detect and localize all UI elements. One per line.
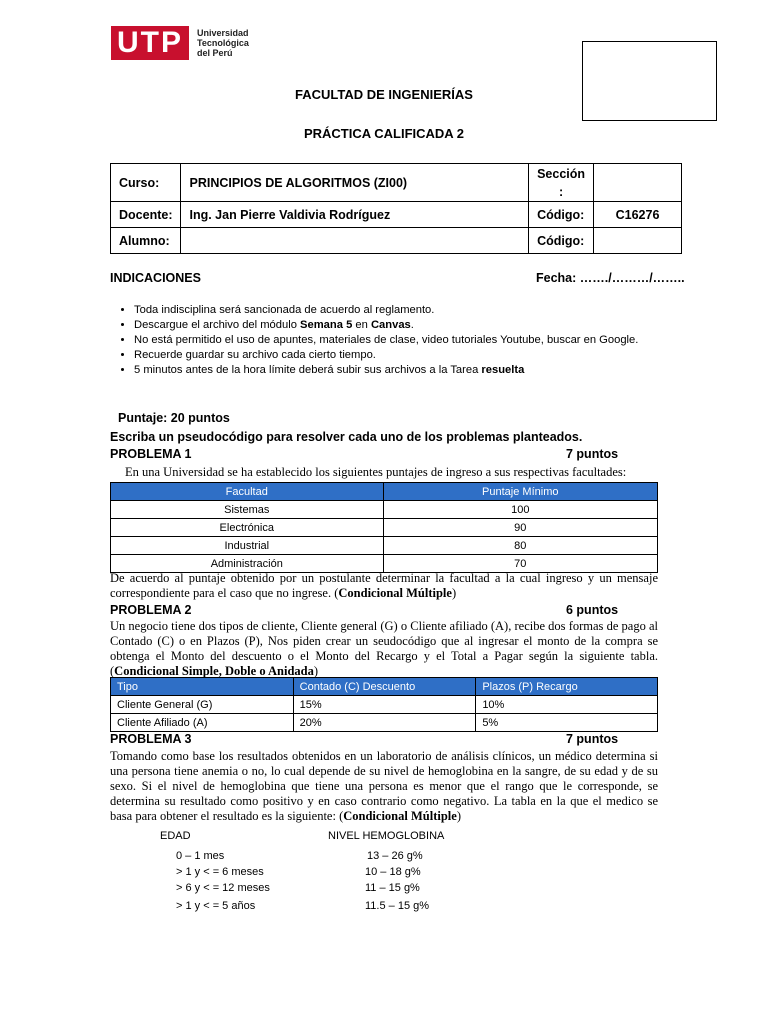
table-row: Sistemas 100 [111,501,658,519]
nivel-cell: 13 – 26 g% [367,850,423,862]
problema-3-text: Tomando como base los resultados obtenidos en un laboratorio de análisis clínicos, un médico determina si una persona tiene anemia o no, lo cual depende de su nivel de hemoglobina en la sangre, de su edad y de su sexo. Si el nivel de hemoglobina que tiene una persona es menor que el rango que le corresponde, se determina su resultado como positivo y en caso contrario como negativo. La tabla en la que el medico se basa para obtener el resultado es la siguiente: (Condicional Múltiple) [110,749,658,823]
curso-label: Curso: [111,164,181,202]
curso-value: PRINCIPIOS DE ALGORITMOS (ZI00) [181,164,529,202]
logo-line-1: Universidad [197,28,249,38]
problema-1-text: De acuerdo al puntaje obtenido por un postulante determinar la facultad a la cual ingreso y un mensaje correspondiente para el caso que no ingrese. (Condicional Múltiple) [110,571,658,600]
problema-2-points: 6 puntos [566,603,619,617]
seccion-value [594,164,682,202]
codigo-value: C16276 [594,202,682,228]
cliente-table [110,677,658,732]
nivel-cell: 11 – 15 g% [365,882,420,894]
nivel-cell: 11.5 – 15 g% [365,900,430,912]
problema-2-title: PROBLEMA 2 [110,603,192,617]
edad-header: EDAD [160,830,191,842]
indicacion-item: • No está permitido el uso de apuntes, materiales de clase, video tutoriales Youtube, buscar en Google. [134,333,680,348]
alumno-value [181,228,529,254]
problema-3-points: 7 puntos [566,732,619,746]
edad-cell: > 1 y < = 5 años [176,900,256,912]
indicacion-item: • Recuerde guardar su archivo cada cierto tiempo. [134,348,680,363]
logo-university-name [197,28,249,58]
edad-cell: 0 – 1 mes [176,850,225,862]
tipo-header: Tipo [111,678,294,696]
info-table [110,163,682,254]
plazos-header: Plazos (P) Recargo [476,678,658,696]
instruction-text: Escriba un pseudocódigo para resolver cada uno de los problemas planteados. [110,430,583,444]
photo-box [582,41,717,121]
problema-1-intro: En una Universidad se ha establecido los siguientes puntajes de ingreso a sus respectivas facultades: [125,465,627,479]
puntaje-total: Puntaje: 20 puntos [118,411,230,425]
seccion-label: Sección : [529,164,594,202]
logo-box [111,26,189,60]
contado-header: Contado (C) Descuento [293,678,476,696]
alumno-label: Alumno: [111,228,181,254]
codigo2-value [594,228,682,254]
faculty-title: FACULTAD DE INGENIERÍAS [295,87,473,102]
table-row: Electrónica 90 [111,519,658,537]
indicacion-item: • 5 minutos antes de la hora límite deberá subir sus archivos a la Tarea resuelta [134,363,680,378]
indicaciones-list [112,303,680,378]
nivel-header: NIVEL HEMOGLOBINA [328,830,445,842]
facultad-header: Facultad [111,483,384,501]
table-row: Industrial 80 [111,537,658,555]
problema-2-text: Un negocio tiene dos tipos de cliente, Cliente general (G) o Cliente afiliado (A), recibe dos formas de pago al Contado (C) o en Plazos (P), Nos piden crear un seudocódigo que al ingresar el monto de la compra se obtenga el Monto del descuento o el Monto del Recargo y el Total a Pagar según la siguiente tabla. (Condicional Simple, Doble o Anidada) [110,619,658,678]
indicacion-item: • Toda indisciplina será sancionada de acuerdo al reglamento. [134,303,680,318]
docente-label: Docente: [111,202,181,228]
logo-line-3: del Perú [197,48,233,58]
fecha-field: Fecha: ……./………/…….. [536,271,685,285]
exam-title: PRÁCTICA CALIFICADA 2 [303,126,465,141]
nivel-cell: 10 – 18 g% [365,866,421,878]
table-row: Administración 70 [111,555,658,573]
indicacion-item: • Descargue el archivo del módulo Semana 5 en Canvas. [134,318,680,333]
codigo2-label: Código: [529,228,594,254]
problema-1-title: PROBLEMA 1 [110,447,192,461]
logo-letters: UTP [117,26,183,59]
docente-value: Ing. Jan Pierre Valdivia Rodríguez [181,202,529,228]
problema-3-title: PROBLEMA 3 [110,732,192,746]
edad-cell: > 1 y < = 6 meses [176,866,264,878]
facultad-table [110,482,658,573]
edad-cell: > 6 y < = 12 meses [176,882,270,894]
table-row: Cliente General (G) 15% 10% [111,696,658,714]
utp-logo [111,26,249,60]
indicaciones-title: INDICACIONES [110,271,201,285]
codigo-label: Código: [529,202,594,228]
table-row: Cliente Afiliado (A) 20% 5% [111,714,658,732]
puntaje-header: Puntaje Mínimo [383,483,657,501]
logo-line-2: Tecnológica [197,38,249,48]
problema-1-points: 7 puntos [566,447,619,461]
